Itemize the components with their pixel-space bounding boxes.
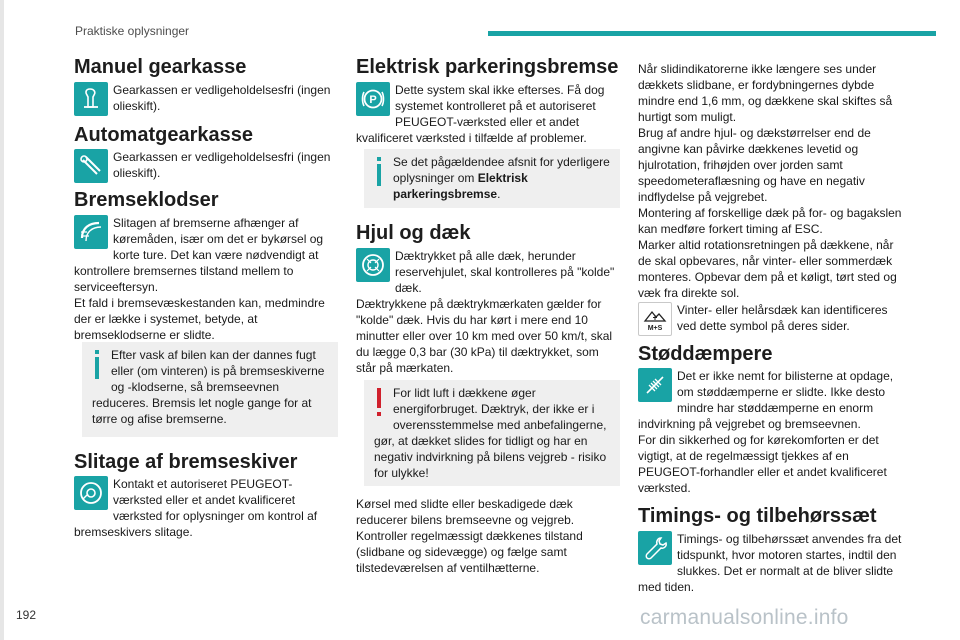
shock-absorber-paragraph	[638, 368, 902, 496]
tyre-paragraph	[356, 248, 620, 376]
heading-electric-parking-brake: Elektrisk parkeringsbremse	[356, 56, 619, 78]
wrench-icon	[638, 531, 672, 565]
heading-shock-absorbers: Støddæmpere	[638, 343, 773, 365]
brake-pads-info-text: Efter vask af bilen kan der dannes fugt eller (om vinteren) is på bremseskiverne og -klodserne, så bremseevnen reduceres. Bremsis let nogle gange for at tørre og afise bremserne.	[92, 348, 325, 426]
shock-absorber-text-1: Det er ikke nemt for bilisterne at opdage, om støddæmperne er slidte. Ikke desto mindre har støddæmperne en enorm indvirkning på vejgrebet og bremseevnen.	[638, 369, 894, 431]
tyre-icon	[356, 248, 390, 282]
parking-brake-paragraph	[356, 82, 620, 146]
shock-absorber-icon	[638, 368, 672, 402]
gearbox-icon	[74, 82, 108, 116]
page-number: 192	[16, 608, 37, 622]
info-icon	[374, 155, 384, 187]
heading-automatic-gearbox: Automatgearkasse	[74, 124, 253, 146]
parking-brake-info-text-pre: Se det pågældendee afsnit for yderligere oplysninger om	[393, 155, 610, 185]
brake-pads-text-1: Slitagen af bremserne afhænger af køremåden, især om det er bykørsel og korte ture. Det kan være nødvendigt at kontrollere bremsernes tilstand mellem to serviceeftersyn.	[74, 216, 324, 294]
timing-kit-text: Timings- og tilbehørssæt anvendes fra det tidspunkt, hvor motoren startes, indtil den slukkes. Det er normalt at de bliver slidte med tiden.	[638, 532, 902, 594]
heading-brake-pads: Bremseklodser	[74, 189, 219, 211]
tyre-warning-text: For lidt luft i dækkene øger energiforbruget. Dæktryk, der ikke er i overensstemmelse med anbefalingerne, gør, at dækket slides for tidligt og har en negativ indvirkning på bilens vejgreb - risiko for ulykke!	[374, 386, 607, 480]
info-icon	[92, 348, 102, 380]
heading-brake-disc-wear: Slitage af bremseskiver	[74, 451, 298, 473]
service-tool-icon	[74, 149, 108, 183]
automatic-gearbox-text: Gearkassen er vedligeholdelsesfri (ingen olieskift).	[113, 150, 331, 180]
parking-brake-info-link: Elektrisk parkeringsbremse	[393, 171, 528, 201]
warning-icon	[374, 386, 384, 418]
manual-gearbox-text: Gearkassen er vedligeholdelsesfri (ingen olieskift).	[113, 83, 331, 113]
parking-brake-info-box	[364, 149, 620, 208]
running-header: Praktiske oplysninger	[75, 24, 190, 38]
tyre-wear-text-4: Marker altid rotationsretningen på dækkene, når de skal opbevares, når vinter- eller sommerdæk monteres. Opbevar dem på et køligt, tørt sted og væk fra direkte sol.	[638, 238, 897, 300]
timing-kit-paragraph	[638, 531, 902, 595]
tyre-text-1: Dæktrykket på alle dæk, herunder reservehjulet, skal kontrolleres på "kolde" dæk.	[395, 249, 615, 295]
brake-disc-paragraph	[74, 476, 338, 540]
heading-manual-gearbox: Manuel gearkasse	[74, 56, 247, 78]
tyre-text-3: Kørsel med slidte eller beskadigede dæk reducerer bilens bremseevne og vejgreb. Kontroller regelmæssigt dækkenes tilstand (slidbane og sidevægge) og fælge samt tilstedeværelsen af ventilhætterne.	[356, 497, 583, 575]
brake-pads-text-2: Et fald i bremsevæskestanden kan, medmindre der er lække i systemet, betyde, at bremseklodserne er slidte.	[74, 296, 325, 342]
header-accent-bar	[488, 31, 936, 36]
snowflake-mountain-icon	[638, 302, 672, 336]
winter-icon-label: M+S	[647, 325, 663, 332]
shock-absorber-text-2: For din sikkerhed og for kørekomforten er det vigtigt, at de regelmæssigt tjekkes af en PEUGEOT-forhandler eller et andet kvalificeret værksted.	[638, 433, 887, 495]
page-edge-strip	[0, 0, 4, 640]
heading-timing-kits: Timings- og tilbehørssæt	[638, 505, 877, 527]
brake-disc-text: Kontakt et autoriseret PEUGEOT-værksted eller et andet kvalificeret værksted for oplysninger om kontrol af bremseskivers slitage.	[74, 477, 318, 539]
winter-tyre-text: Vinter- eller helårsdæk kan identificeres ved dette symbol på deres sider.	[677, 303, 888, 333]
heading-wheels-tyres: Hjul og dæk	[356, 222, 471, 244]
tyre-wear-text-1: Når slidindikatorerne ikke længere ses under dækkets slidbane, er fordybningernes dybde mindre end 1,6 mm, og dækkene skal skiftes så hurtigt som muligt.	[638, 62, 893, 124]
svg-text:P: P	[369, 94, 377, 106]
tyre-wear-text-3: Montering af forskellige dæk på for- og bagakslen kan medføre forkert timing af ESC.	[638, 206, 902, 236]
tyre-wear-paragraph	[638, 61, 902, 301]
tyre-warning-box	[364, 380, 620, 486]
brake-pads-info-box	[82, 342, 338, 437]
tyre-wear-text-2: Brug af andre hjul- og dækstørrelser end de angivne kan påvirke dækkenes levetid og hjulrotation, frihøjden over jorden samt speedometeraflæsning og have en negativ indflydelse på vejgrebet.	[638, 126, 871, 204]
brake-pad-icon	[74, 215, 108, 249]
winter-tyre-paragraph	[638, 302, 902, 337]
brake-pads-paragraph	[74, 215, 338, 343]
tyre-paragraph-2	[356, 496, 620, 576]
brake-disc-icon	[74, 476, 108, 510]
watermark: carmanualsonline.info	[640, 606, 849, 629]
tyre-text-2: Dæktrykkene på dæktrykmærkaten gælder for "kolde" dæk. Hvis du har kørt i mere end 10 minutter eller over 10 km med over 50 km/t, skal du lægge 0,3 bar (30 kPa) til dæktrykket, som står på mærkaten.	[356, 297, 613, 375]
parking-brake-info-text-post: .	[497, 187, 501, 201]
automatic-gearbox-paragraph	[74, 149, 338, 184]
parking-brake-text: Dette system skal ikke efterses. Få dog systemet kontrolleret på et autoriseret PEUGEOT-værksted eller et andet kvalificeret værksted i tilfælde af problemer.	[356, 83, 605, 145]
parking-brake-icon	[356, 82, 390, 116]
manual-gearbox-paragraph	[74, 82, 338, 117]
